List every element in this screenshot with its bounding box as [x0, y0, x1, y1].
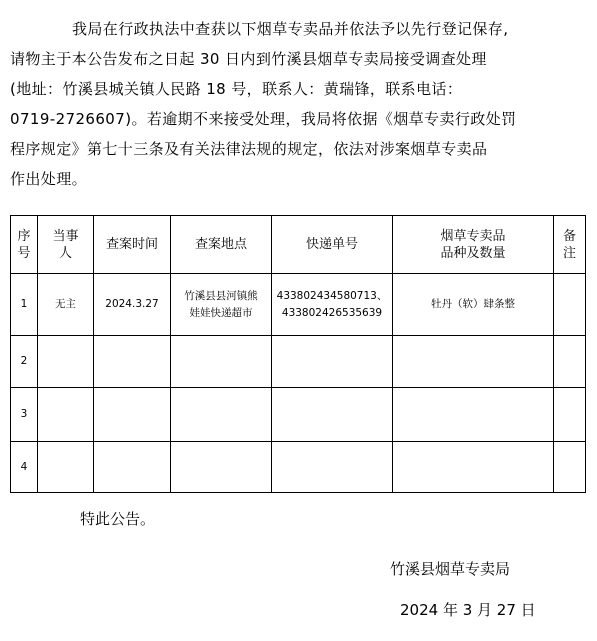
cell-product	[393, 442, 554, 493]
cell-location	[171, 442, 272, 493]
notice-line: 请物主于本公告发布之日起 30 日内到竹溪县烟草专卖局接受调查处理	[10, 50, 487, 68]
cell-seq: 1	[11, 274, 38, 336]
issue-date: 2024 年 3 月 27 日	[400, 601, 536, 619]
cell-party	[38, 336, 94, 388]
notice-line: 0719-2726607)。若逾期不来接受处理，我局将依据《烟草专卖行政处罚	[10, 110, 517, 128]
cell-date	[94, 336, 171, 388]
seizure-table	[10, 215, 586, 493]
table-row	[11, 274, 586, 336]
cell-party	[38, 388, 94, 442]
cell-product: 牡丹（软）肆条整	[393, 274, 554, 336]
cell-remarks	[554, 442, 586, 493]
cell-party: 无主	[38, 274, 94, 336]
cell-tracking	[272, 274, 393, 336]
header-product	[393, 216, 554, 274]
notice-line: (地址：竹溪县城关镇人民路 18 号，联系人：黄瑞锋，联系电话：	[10, 80, 463, 98]
cell-seq: 2	[11, 336, 38, 388]
cell-party	[38, 442, 94, 493]
cell-location	[171, 336, 272, 388]
notice-line: 我局在行政执法中查获以下烟草专卖品并依法予以先行登记保存,	[72, 20, 509, 38]
header-remarks-line: 注	[562, 245, 576, 261]
cell-product	[393, 336, 554, 388]
cell-tracking-line: 433802434580713、	[276, 289, 388, 302]
cell-tracking	[272, 388, 393, 442]
cell-seq: 3	[11, 388, 38, 442]
table-header-row	[11, 216, 586, 274]
header-seq-line: 序	[17, 228, 31, 244]
cell-remarks	[554, 274, 586, 336]
table-row	[11, 336, 586, 388]
header-remarks-line: 备	[562, 228, 576, 244]
header-party	[38, 216, 94, 274]
cell-remarks	[554, 336, 586, 388]
header-seq	[11, 216, 38, 274]
cell-seq: 4	[11, 442, 38, 493]
notice-line: 作出处理。	[10, 170, 88, 188]
header-seq-line: 号	[17, 245, 31, 261]
cell-product	[393, 388, 554, 442]
header-location: 查案地点	[171, 216, 272, 274]
cell-date: 2024.3.27	[94, 274, 171, 336]
cell-date	[94, 388, 171, 442]
cell-tracking-line: 433802426535639	[281, 306, 383, 319]
header-date: 查案时间	[94, 216, 171, 274]
cell-location	[171, 274, 272, 336]
issuer-name: 竹溪县烟草专卖局	[390, 560, 511, 578]
header-product-line: 烟草专卖品	[440, 228, 506, 244]
header-product-line: 品种及数量	[440, 245, 506, 261]
cell-tracking	[272, 442, 393, 493]
header-party-line: 当事	[52, 228, 79, 244]
notice-body	[10, 14, 588, 194]
header-tracking: 快递单号	[272, 216, 393, 274]
table-row	[11, 388, 586, 442]
table-row	[11, 442, 586, 493]
header-remarks	[554, 216, 586, 274]
notice-line: 程序规定》第七十三条及有关法律法规的规定，依法对涉案烟草专卖品	[10, 140, 488, 158]
cell-remarks	[554, 388, 586, 442]
cell-tracking	[272, 336, 393, 388]
header-party-line: 人	[58, 245, 72, 261]
cell-date	[94, 442, 171, 493]
cell-location	[171, 388, 272, 442]
cell-location-line: 竹溪县县河镇熊	[184, 289, 258, 302]
cell-location-line: 娃娃快递超市	[189, 306, 253, 319]
closing-text: 特此公告。	[80, 510, 156, 528]
